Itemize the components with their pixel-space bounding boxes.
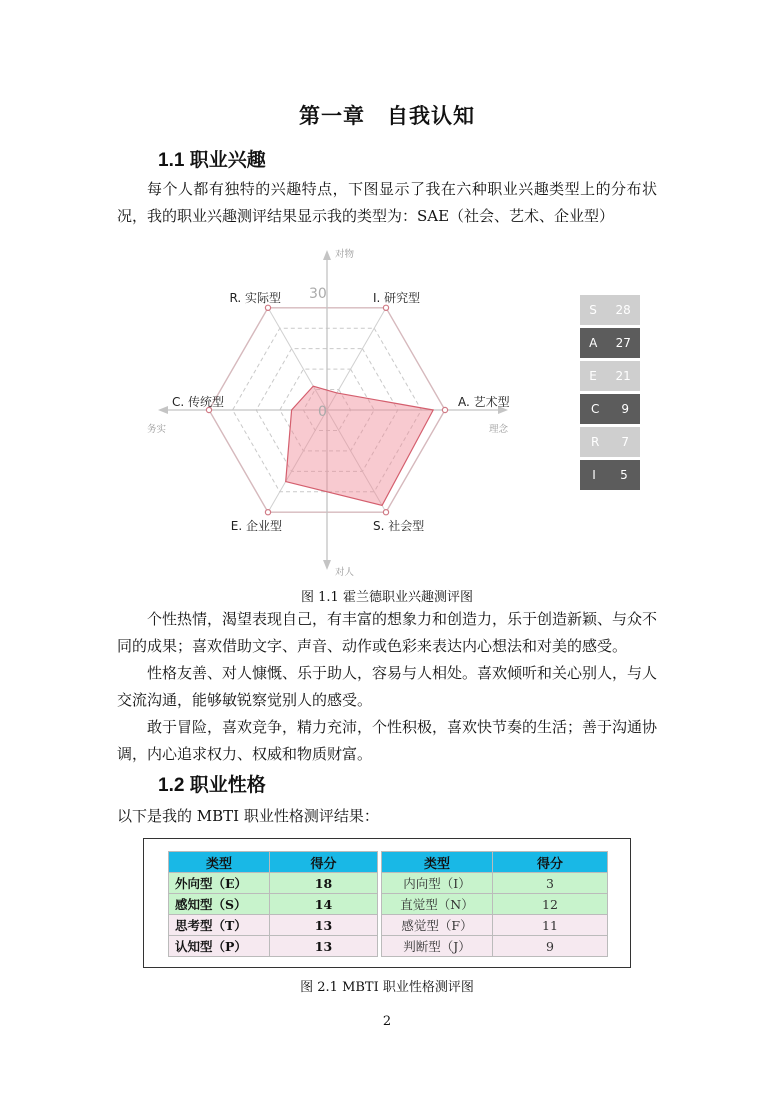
left-type-cell: 外向型（E） xyxy=(169,873,270,894)
mbti-figure-frame xyxy=(143,838,631,968)
left-type-cell: 认知型（P） xyxy=(169,936,270,957)
left-type-cell: 思考型（T） xyxy=(169,915,270,936)
score-box xyxy=(580,460,640,490)
score-box xyxy=(580,328,640,358)
mbti-score-table xyxy=(168,851,608,957)
score-box xyxy=(580,427,640,457)
chapter-title: 第一章 自我认知 xyxy=(299,104,475,128)
radar-vertex-dot xyxy=(265,305,270,310)
right-score-cell: 3 xyxy=(493,873,608,894)
left-score-cell: 14 xyxy=(270,894,378,915)
interest-paragraph-enterprising: 敢于冒险，喜欢竞争，精力充沛，个性积极，喜欢快节奏的生活；善于沟通协调，内心追求权力、权威和物质财富。 xyxy=(117,718,658,763)
score-box xyxy=(580,394,640,424)
header-type-right: 类型 xyxy=(382,852,493,873)
left-score-cell: 13 xyxy=(270,915,378,936)
left-type-cell: 感知型（S） xyxy=(169,894,270,915)
score-value: 9 xyxy=(621,402,629,416)
radar-axis-label: S. 社会型 xyxy=(373,519,425,533)
section-title-interest: 1.1 职业兴趣 xyxy=(158,150,266,171)
arrow-up-icon xyxy=(323,250,331,260)
page-number: 2 xyxy=(382,1014,392,1029)
right-score-cell: 12 xyxy=(493,894,608,915)
right-type-cell: 直觉型（N） xyxy=(382,894,493,915)
right-score-cell: 11 xyxy=(493,915,608,936)
personality-intro: 以下是我的 MBTI 职业性格测评结果： xyxy=(117,807,379,825)
score-value: 7 xyxy=(621,435,629,449)
table-row xyxy=(169,873,608,894)
score-value: 21 xyxy=(615,369,631,383)
score-letter: S xyxy=(589,303,597,317)
score-value: 5 xyxy=(620,468,628,482)
interest-intro-paragraph: 每个人都有独特的兴趣特点，下图显示了我在六种职业兴趣类型上的分布状况，我的职业兴趣测评结果显示我的类型为：SAE（社会、艺术、企业型） xyxy=(117,180,657,225)
score-value: 28 xyxy=(615,303,631,317)
figure-caption-holland: 图 1.1 霍兰德职业兴趣测评图 xyxy=(301,590,473,605)
header-type-left: 类型 xyxy=(169,852,270,873)
scale-label-min: 0 xyxy=(318,404,327,420)
score-box xyxy=(580,361,640,391)
right-type-cell: 内向型（I） xyxy=(382,873,493,894)
radar-axis-label: A. 艺术型 xyxy=(458,395,510,409)
left-score-cell: 13 xyxy=(270,936,378,957)
table-row xyxy=(169,936,608,957)
radar-axis-label: R. 实际型 xyxy=(229,291,281,305)
score-letter: I xyxy=(592,468,596,482)
section-title-personality: 1.2 职业性格 xyxy=(158,775,266,796)
radar-data-area xyxy=(286,386,434,505)
score-letter: C xyxy=(590,402,600,416)
right-score-cell: 9 xyxy=(493,936,608,957)
score-value: 27 xyxy=(615,336,631,350)
radar-axis-label: E. 企业型 xyxy=(230,519,282,533)
score-letter: E xyxy=(589,369,597,383)
radar-vertex-dot xyxy=(442,407,447,412)
left-score-cell: 18 xyxy=(270,873,378,894)
direction-label-left: 务实 xyxy=(147,424,167,435)
header-score-left: 得分 xyxy=(270,852,378,873)
radar-vertex-dot xyxy=(383,510,388,515)
score-letter: R xyxy=(591,435,600,449)
right-type-cell: 判断型（J） xyxy=(382,936,493,957)
interest-paragraph-social: 性格友善、对人慷慨、乐于助人，容易与人相处。喜欢倾听和关心别人，与人交流沟通，能够敏锐察觉别人的感受。 xyxy=(117,664,658,709)
table-row xyxy=(169,915,608,936)
radar-vertex-dot xyxy=(383,305,388,310)
figure-caption-mbti: 图 2.1 MBTI 职业性格测评图 xyxy=(300,980,474,995)
direction-label-top: 对物 xyxy=(335,249,355,260)
radar-vertex-dot xyxy=(265,510,270,515)
scale-label-max: 30 xyxy=(309,286,327,302)
radar-axis-label: I. 研究型 xyxy=(373,291,421,305)
mbti-header-row xyxy=(169,852,608,873)
interest-paragraph-artistic: 个性热情，渴望表现自己，有丰富的想象力和创造力，乐于创造新颖、与众不同的成果；喜欢借助文字、声音、动作或色彩来表达内心想法和对美的感受。 xyxy=(117,610,658,655)
direction-label-right: 理念 xyxy=(489,424,509,435)
right-type-cell: 感觉型（F） xyxy=(382,915,493,936)
score-box xyxy=(580,295,640,325)
score-legend xyxy=(580,295,640,493)
header-score-right: 得分 xyxy=(493,852,608,873)
radar-axis-label: C. 传统型 xyxy=(171,395,224,409)
direction-label-bottom: 对人 xyxy=(335,567,355,578)
arrow-left-icon xyxy=(158,406,168,414)
arrow-down-icon xyxy=(323,560,331,570)
holland-radar-chart xyxy=(120,240,560,580)
score-letter: A xyxy=(589,336,598,350)
table-row xyxy=(169,894,608,915)
